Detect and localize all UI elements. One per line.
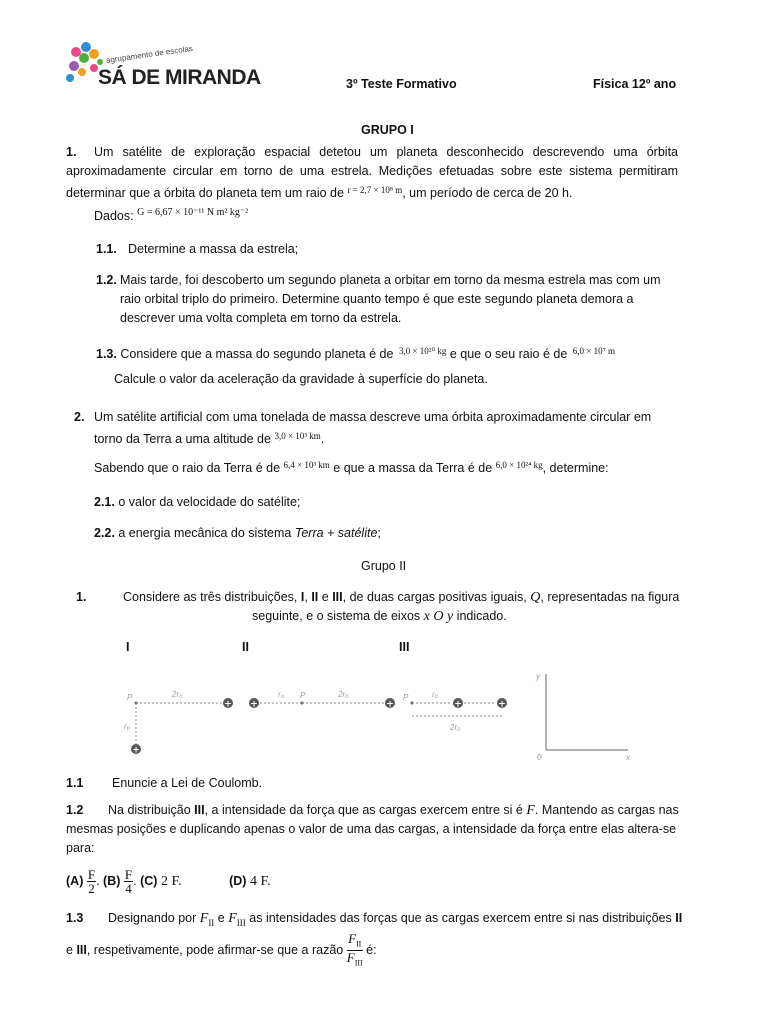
g2-q12-options: (A) $\frac{F}{2}$ . (B) $\frac{F}{4}$ . (C) 2 F. (D) 4 F. <box>66 867 271 897</box>
r0-label-I: r₀ <box>124 722 131 731</box>
g1-q11-text: Determine a massa da estrela; <box>128 242 299 256</box>
two-r0-label-I: 2r₀ <box>172 690 183 699</box>
option-A-fraction: $\frac{F}{2}$ <box>87 867 96 897</box>
g1-q13-line1: 1.3. Considere que a massa do segundo planeta é de $^{3,0 \times 10^{20} kg}$ e que o seu raio é de $^{6,0 \times 10^7 m}$ <box>96 346 615 361</box>
charge-distributions-figure <box>110 660 650 770</box>
data-line: Dados: $^{G = 6,67 \times 10^{-11} N m^2 kg^{-2}}$ <box>94 207 249 223</box>
group2-title: Grupo II <box>361 559 407 573</box>
g-constant: G = 6,67 × 10⁻¹¹ N m² kg⁻² <box>137 207 249 218</box>
g1-q13-line2: Calcule o valor da aceleração da gravidade à superfície do planeta. <box>114 372 488 386</box>
P-label-II: P <box>300 691 306 700</box>
test-title: 3º Teste Formativo <box>346 77 457 91</box>
option-B-label: (B) <box>103 874 121 888</box>
y-axis-label: y <box>536 672 540 681</box>
fig-label-III: III <box>399 640 410 654</box>
earth-radius: 6,4 × 10³ km <box>283 460 330 470</box>
subject-title: Física 12º ano <box>593 77 677 91</box>
g1-q2-line3: Sabendo que o raio da Terra é de $^{6,4 \times 10^3 km}$ e que a massa da Terra é de $^{6,0 \times 10^{24} kg}$, determine: <box>94 460 609 475</box>
P-label-I: P <box>127 693 133 702</box>
g1-q12-line3: descrever uma volta completa em torno da estrela. <box>120 311 402 325</box>
g2-q11-text: Enuncie a Lei de Coulomb. <box>112 776 263 790</box>
charge-III-right-plus: + <box>498 699 506 710</box>
g2-q12-line1: 1.2 Na distribuição III, a intensidade da força que as cargas exercem entre si é F. Mantendo as cargas nas <box>66 803 679 818</box>
option-A-label: (A) <box>66 874 84 888</box>
g2-q13-line2: e III, respetivamente, pode afirmar-se que a razão $\frac{F_{II}}{F_{III}}$ é: <box>66 930 377 968</box>
g1-q12-line2: raio orbital triplo do primeiro. Determine quanto tempo é que este segundo planeta demora a <box>120 292 634 306</box>
option-B-fraction: $\frac{F}{4}$ <box>124 867 133 897</box>
g1-q1-number: 1. <box>66 145 77 159</box>
charge-I-bottom-plus: + <box>132 745 140 756</box>
g1-q2-line2: torno da Terra a uma altitude de $^{3,0 \times 10^3 km}$. <box>94 431 325 446</box>
g2-q1-number: 1. <box>76 590 87 604</box>
altitude-value: 3,0 × 10³ km <box>274 431 321 441</box>
fig-label-I: I <box>126 640 130 654</box>
g1-q12-number: 1.2. <box>96 273 117 287</box>
P-label-III: P <box>403 693 409 702</box>
planet-mass: 3,0 × 10²⁰ kg <box>398 346 447 356</box>
charge-III-left-plus: + <box>454 699 462 710</box>
charge-I-right-plus: + <box>224 699 232 710</box>
g1-q1-line2: aproximadamente circular em torno de uma estrela. Medições efetuadas sobre este sistema permitiram <box>66 164 678 178</box>
two-r0-label-II: 2r₀ <box>338 690 349 699</box>
charge-II-right-plus: + <box>386 699 394 710</box>
r0-label-III: r₀ <box>432 690 439 699</box>
option-D-value: 4 F. <box>249 874 271 889</box>
charge-II-left-plus: + <box>250 699 258 710</box>
x-axis-label: x <box>626 753 630 762</box>
g2-q1-line2: seguinte, e o sistema de eixos x O y indicado. <box>252 609 507 624</box>
logo-main-text: SÁ DE MIRANDA <box>98 66 261 89</box>
g1-q1-line1: Um satélite de exploração espacial detetou um planeta desconhecido descrevendo uma órbita <box>94 145 678 159</box>
earth-mass: 6,0 × 10²⁴ kg <box>495 460 543 470</box>
g1-q2-line1: Um satélite artificial com uma tonelada de massa descreve uma órbita aproximadamente circular em <box>94 410 652 424</box>
two-r0-label-III: 2r₀ <box>450 723 461 732</box>
group1-title: GRUPO I <box>361 123 414 137</box>
option-C-value: 2 F. <box>160 874 182 889</box>
fig-label-II: II <box>242 640 249 654</box>
g2-q12-line3: para: <box>66 841 95 855</box>
origin-label: 0 <box>537 753 542 762</box>
g2-q12-line2: mesmas posições e duplicando apenas o valor de uma das cargas, a intensidade da força entre elas altera-se <box>66 822 677 836</box>
g2-q13-line1: 1.3 Designando por $F_{II}$ e $F_{III}$ as intensidades das forças que as cargas exercem entre si nas distribuições II <box>66 911 683 928</box>
g2-q1-line1: Considere as três distribuições, I, II e III, de duas cargas positivas iguais, Q, representadas na figura <box>123 590 680 605</box>
option-D-label: (D) <box>229 874 247 888</box>
g1-q21: 2.1. o valor da velocidade do satélite; <box>94 495 301 509</box>
option-C-label: (C) <box>140 874 158 888</box>
g1-q2-number: 2. <box>74 410 85 424</box>
g1-q12-line1: Mais tarde, foi descoberto um segundo planeta a orbitar em torno da mesma estrela mas com um <box>120 273 661 287</box>
g1-q11-number: 1.1. <box>96 242 117 256</box>
radius-value: r = 2,7 × 10⁸ m <box>347 185 403 195</box>
planet-radius: 6,0 × 10⁷ m <box>572 346 615 356</box>
force-ratio-fraction: $\frac{F_{II}}{F_{III}}$ <box>346 930 363 968</box>
g1-q22: 2.2. a energia mecânica do sistema Terra + satélite; <box>94 526 381 540</box>
g1-q1-line3: determinar que a órbita do planeta tem um raio de $^{r = 2,7 \times 10^8 m}$, um período de cerca de 20 h. <box>66 185 573 200</box>
logo-top-text: agrupamento de escolas <box>105 43 194 65</box>
r0-label-II: r₀ <box>278 690 285 699</box>
g2-q11-number: 1.1 <box>66 776 84 790</box>
